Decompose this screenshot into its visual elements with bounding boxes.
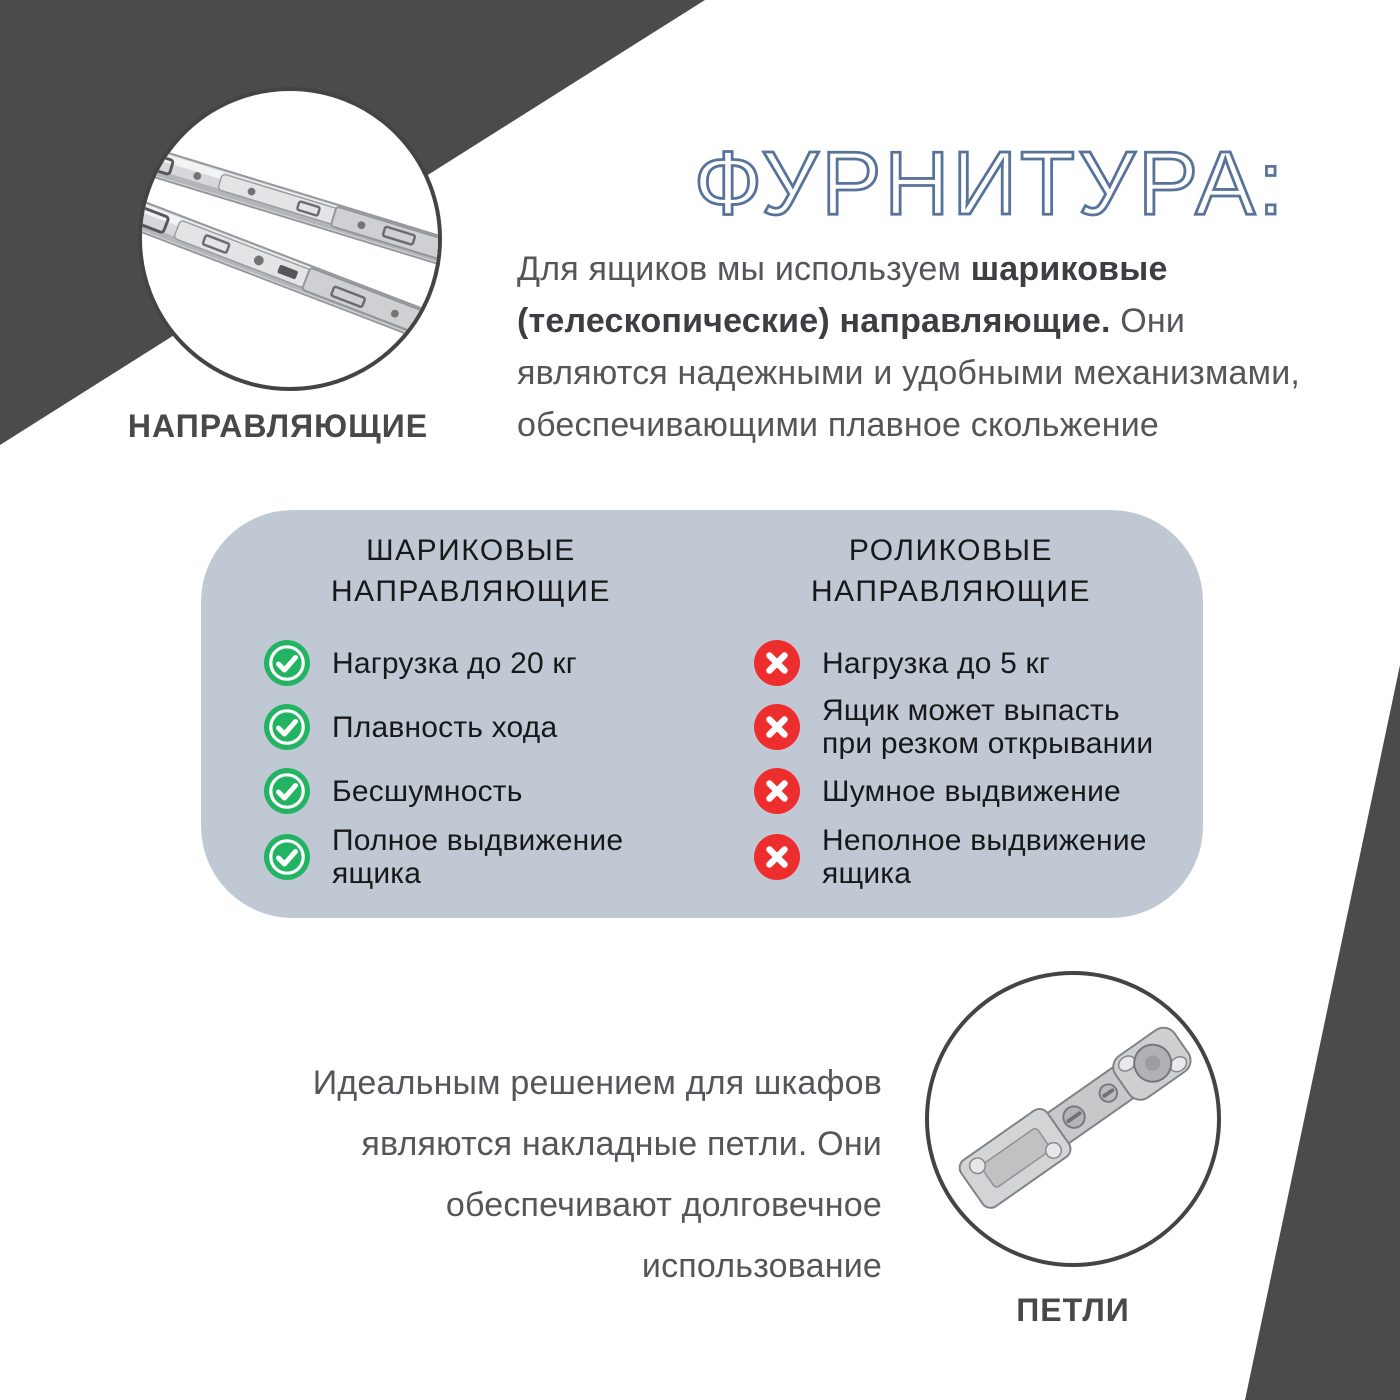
right-feature-row — [754, 824, 1147, 890]
feature-text-line: Неполное выдвижение — [822, 824, 1147, 857]
feature-text-line: Нагрузка до 20 кг — [332, 646, 577, 680]
intro-line — [517, 399, 1362, 451]
cross-circle-icon — [754, 640, 800, 686]
intro-line — [517, 347, 1362, 399]
right-feature-text — [822, 824, 1147, 890]
concealed-hinge — [956, 1019, 1197, 1211]
cross-circle-icon — [754, 768, 800, 814]
cross-circle-icon — [754, 834, 800, 880]
left-feature-text — [332, 775, 523, 808]
check-circle-icon — [264, 768, 310, 814]
feature-text-line: Полное выдвижение — [332, 824, 624, 857]
left-header-line-2: НАПРАВЛЯЮЩИЕ — [331, 575, 611, 608]
comparison-panel — [201, 510, 1203, 918]
intro-bold-text: шариковые — [970, 250, 1168, 288]
intro-bold-text: (телескопические) направляющие. — [517, 302, 1111, 340]
check-circle-icon — [264, 640, 310, 686]
hinges-paragraph-line: обеспечивают долговечное — [445, 1186, 882, 1224]
intro-line — [517, 243, 1362, 295]
right-feature-text — [822, 775, 1121, 808]
left-feature-text — [332, 647, 577, 680]
feature-text-line: Нагрузка до 5 кг — [822, 646, 1051, 680]
left-feature-row — [264, 640, 577, 686]
right-header-line-2: НАПРАВЛЯЮЩИЕ — [811, 575, 1091, 608]
hinges-paragraph-line: Идеальным решением для шкафов — [312, 1064, 882, 1102]
feature-text-line: Ящик может выпасть — [822, 694, 1120, 727]
intro-text: являются надежными и удобными механизмами, — [517, 354, 1301, 392]
left-feature-text — [332, 711, 557, 744]
right-feature-text — [822, 694, 1153, 760]
left-feature-row — [264, 768, 523, 814]
right-feature-row — [754, 768, 1121, 814]
intro-text: обеспечивающими плавное скольжение — [517, 406, 1160, 444]
guides-label: НАПРАВЛЯЮЩИЕ — [127, 408, 429, 444]
left-feature-row — [264, 824, 623, 890]
intro-text: Для ящиков мы используем — [517, 250, 971, 288]
page-title: ФУРНИТУРА: — [693, 134, 1287, 235]
check-circle-icon — [264, 704, 310, 750]
right-header-line-1: РОЛИКОВЫЕ — [848, 534, 1054, 567]
left-feature-row — [264, 704, 557, 750]
right-feature-row — [754, 694, 1153, 760]
cross-circle-icon — [754, 704, 800, 750]
intro-text: Они — [1110, 302, 1186, 340]
hinges-paragraph-line: являются накладные петли. Они — [361, 1125, 882, 1163]
left-header-line-1: ШАРИКОВЫЕ — [366, 534, 576, 567]
hinge-illustration — [929, 975, 1217, 1263]
hinges-paragraph-line: использование — [641, 1247, 882, 1285]
bottom-right-dark-triangle — [1245, 665, 1400, 1400]
left-column-header — [296, 530, 646, 612]
left-feature-text — [332, 824, 623, 890]
feature-text-line: Бесшумность — [332, 774, 523, 808]
right-feature-text — [822, 647, 1050, 680]
intro-line — [517, 295, 1362, 347]
hinges-paragraph — [160, 1053, 882, 1297]
feature-text-line: при резком открывании — [822, 727, 1154, 760]
intro-paragraph — [517, 243, 1362, 451]
feature-text-line: ящика — [822, 857, 912, 890]
hinge-photo — [925, 971, 1221, 1267]
hinges-label: ПЕТЛИ — [1016, 1292, 1130, 1328]
check-circle-icon — [264, 834, 310, 880]
feature-text-line: ящика — [332, 857, 422, 890]
feature-text-line: Шумное выдвижение — [822, 774, 1121, 808]
drawer-slides-illustration — [142, 91, 438, 387]
right-feature-row — [754, 640, 1050, 686]
drawer-slides-photo — [138, 87, 442, 391]
feature-text-line: Плавность хода — [332, 710, 558, 744]
right-column-header — [776, 530, 1126, 612]
